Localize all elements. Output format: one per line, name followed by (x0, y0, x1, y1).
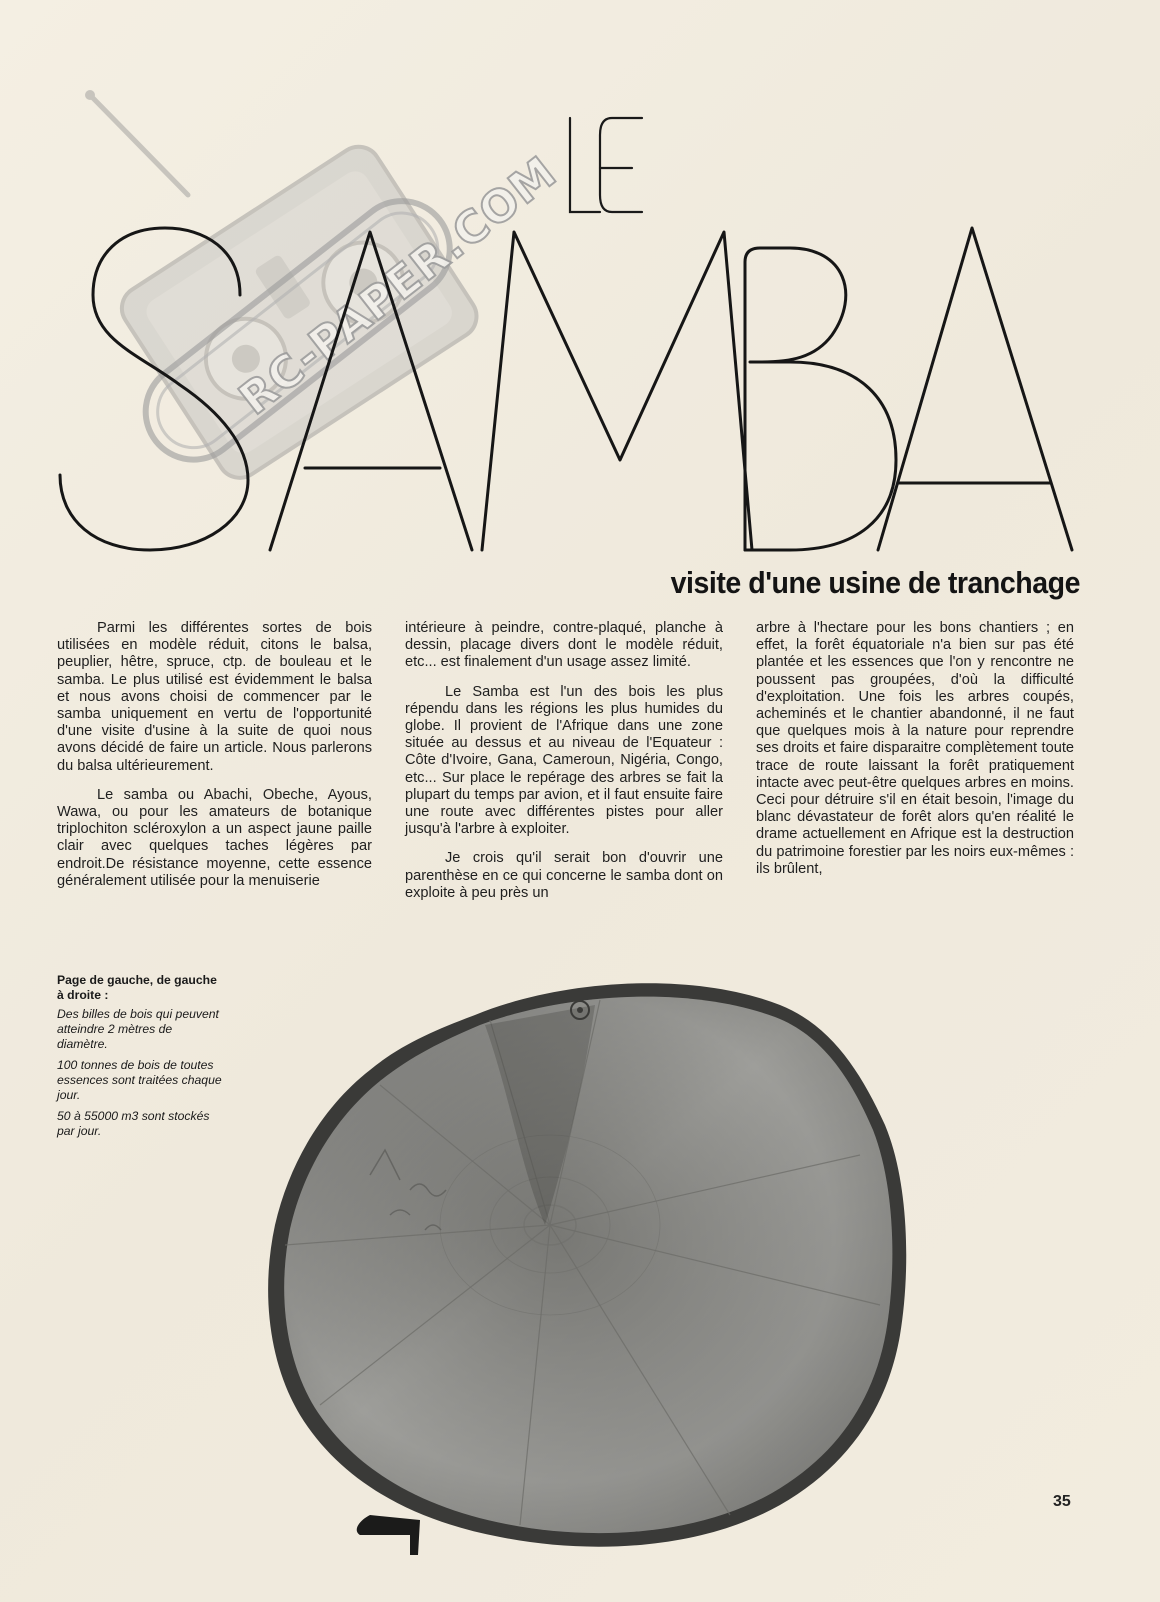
paragraph: arbre à l'hectare pour les bons chantiers ; en effet, la forêt équatoriale n'a bien sur pas été plantée et les essences que l'on y rencontre ne poussent pas groupées, d'où la difficulté d'exploitation. Une fois les arbres coupés, acheminés et le chantier abandonné, il ne faut que quelques mois à la nature pour reprendre ses droits et faire disparaitre complètement toute trace de route laissant la forêt pratiquement intacte avec peut-être quelques arbres en moins. Ceci pour détruire s'il en était besoin, l'image du blanc dévastateur de forêt alors qu'en réalité le drame actuellement en Afrique est la destruction du patrimoine forestier par les noirs eux-mêmes : ils brûlent, (756, 620, 1074, 877)
article-subtitle: visite d'une usine de tranchage (670, 565, 1080, 600)
paragraph: Parmi les différentes sortes de bois utilisées en modèle réduit, citons le balsa, peuplier, hêtre, spruce, ctp. de bouleau et le samba. Le plus utilisé est évidemment le balsa et nous avons choisi de commencer par le samba uniquement en vertu de l'opportunité d'une visite d'usine à la suite de quoi nous avons décidé de faire un article. Nous parlerons du balsa ultérieurement. (57, 620, 372, 774)
title-small-le (570, 118, 642, 212)
log-cross-section-photo (260, 975, 930, 1570)
watermark-text: RC-PAPER.COM (230, 146, 567, 426)
title-artwork (0, 100, 1160, 570)
column-2 (405, 620, 723, 914)
column-1 (57, 620, 372, 902)
caption-item: 50 à 55000 m3 sont stockés par jour. (57, 1109, 210, 1138)
page-number: 35 (1053, 1493, 1071, 1510)
caption-item: 100 tonnes de bois de toutes essences sont traitées chaque jour. (57, 1058, 222, 1102)
caption-heading: Page de gauche, de gauche à droite : (57, 973, 217, 1002)
paragraph: Je crois qu'il serait bon d'ouvrir une parenthèse en ce qui concerne le samba dont on exploite à peu près un (405, 850, 723, 901)
paragraph: Le Samba est l'un des bois les plus répendu dans les régions les plus humides du globe. Il provient de l'Afrique dans une zone située au dessus et au niveau de l'Equateur : Côte d'Ivoire, Gana, Cameroun, Nigéria, Congo, etc... Sur place le repérage des arbres se fait la plupart du temps par avion, et il faut ensuite faire une route avec différentes pistes pour aller jusqu'à l'arbre à exploiter. (405, 683, 723, 838)
paragraph: intérieure à peindre, contre-plaqué, planche à dessin, placage divers dont le modèle réduit, etc... est finalement d'un usage assez limité. (405, 620, 723, 671)
column-3 (756, 620, 1074, 890)
title-samba (60, 228, 1072, 550)
photo-caption (57, 973, 222, 1145)
paragraph: Le samba ou Abachi, Obeche, Ayous, Wawa, ou pour les amateurs de botanique triplochiton scléroxylon a un aspect jaune paille clair avec quelques taches légères par endroit.De résistance moyenne, cette essence généralement utilisée pour la menuiserie (57, 786, 372, 889)
caption-item: Des billes de bois qui peuvent atteindre 2 mètres de diamètre. (57, 1007, 219, 1051)
